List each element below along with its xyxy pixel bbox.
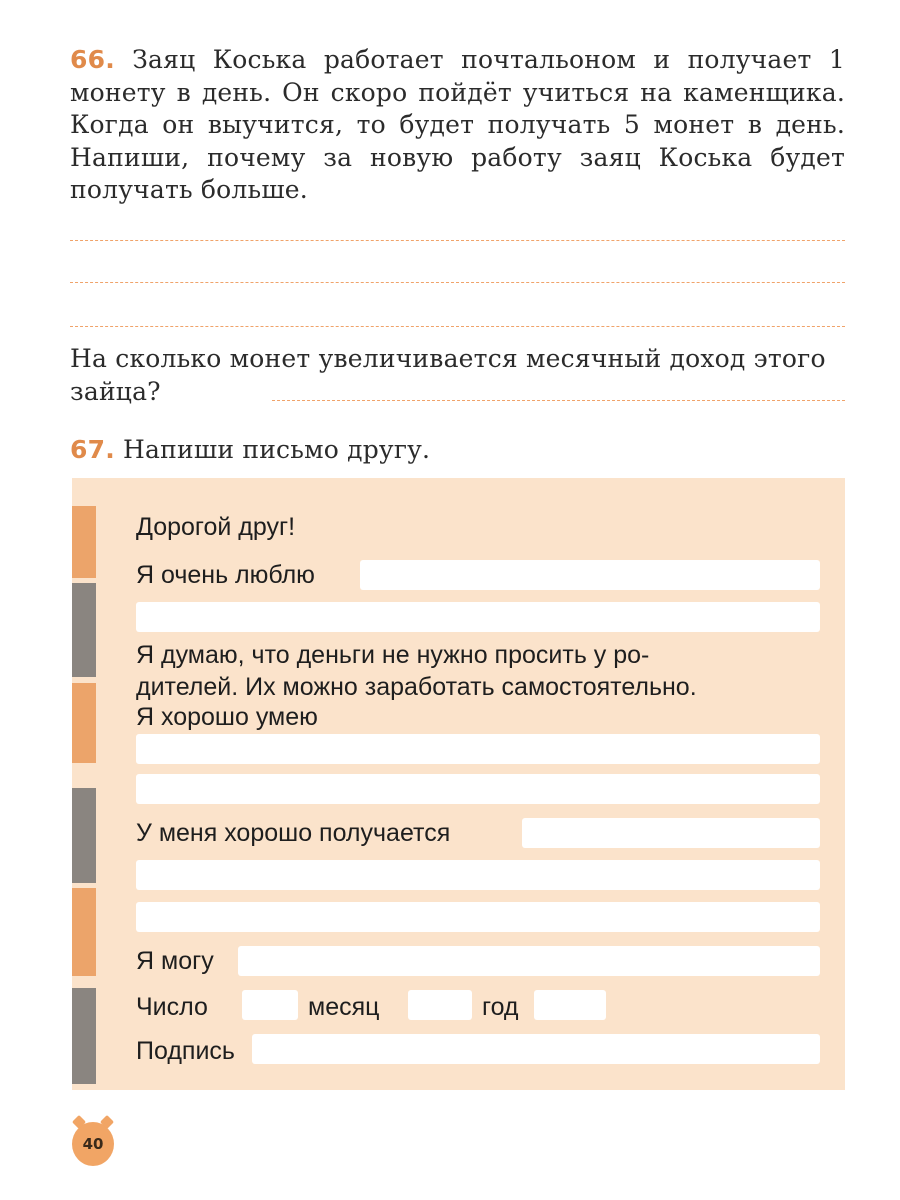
task-66 xyxy=(70,44,845,207)
answer-line-1[interactable] xyxy=(70,240,845,241)
task-66-question xyxy=(70,343,845,408)
skill-input-line-1[interactable] xyxy=(136,734,820,764)
answer-line-3[interactable] xyxy=(70,326,845,327)
statement-line-2: дителей. Их можно заработать самостоятельно. xyxy=(136,673,697,701)
task-66-question-text: На сколько монет увеличивается месячный доход этого зайца? xyxy=(70,344,826,406)
letter-greeting: Дорогой друг! xyxy=(136,513,296,541)
stripe-decoration xyxy=(72,583,96,677)
day-label: Число xyxy=(136,993,208,1021)
signature-label: Подпись xyxy=(136,1037,235,1065)
good-at-input[interactable] xyxy=(522,818,820,848)
stripe-decoration xyxy=(72,683,96,763)
answer-line-question[interactable] xyxy=(272,400,845,401)
year-label: год xyxy=(482,993,519,1021)
stripe-decoration xyxy=(72,506,96,578)
task-66-number: 66. xyxy=(70,45,115,74)
good-at-input-line-3[interactable] xyxy=(136,902,820,932)
stripe-decoration xyxy=(72,888,96,976)
statement-line-1: Я думаю, что деньги не нужно просить у ро- xyxy=(136,641,650,669)
signature-input[interactable] xyxy=(252,1034,820,1064)
answer-line-2[interactable] xyxy=(70,282,845,283)
task-67-text: Напиши письмо другу. xyxy=(123,435,431,464)
can-input[interactable] xyxy=(238,946,820,976)
day-input[interactable] xyxy=(242,990,298,1020)
stripe-decoration xyxy=(72,988,96,1084)
good-at-prompt: У меня хорошо получается xyxy=(136,819,451,847)
task-66-text xyxy=(70,44,845,207)
task-67 xyxy=(70,434,845,467)
ear-icon xyxy=(100,1115,114,1129)
love-input[interactable] xyxy=(360,560,820,590)
page-number: 40 xyxy=(82,1135,104,1153)
year-input[interactable] xyxy=(534,990,606,1020)
month-label: месяц xyxy=(308,993,380,1021)
stripe-decoration xyxy=(72,788,96,883)
skill-input-line-2[interactable] xyxy=(136,774,820,804)
can-prompt: Я могу xyxy=(136,947,214,975)
letter-panel xyxy=(72,478,845,1090)
love-input-line-2[interactable] xyxy=(136,602,820,632)
ear-icon xyxy=(72,1115,86,1129)
page-number-badge xyxy=(72,1122,114,1166)
month-input[interactable] xyxy=(408,990,472,1020)
task-67-number: 67. xyxy=(70,435,115,464)
good-at-input-line-2[interactable] xyxy=(136,860,820,890)
skill-prompt: Я хорошо умею xyxy=(136,703,318,731)
task-66-body: Заяц Коська работает почтальоном и получает 1 монету в день. Он скоро пойдёт учиться на каменщика. Когда он выучится, то будет получать 5 монет в день. Напиши, почему за новую работу заяц Коська будет получать больше. xyxy=(70,45,845,204)
love-prompt: Я очень люблю xyxy=(136,561,315,589)
